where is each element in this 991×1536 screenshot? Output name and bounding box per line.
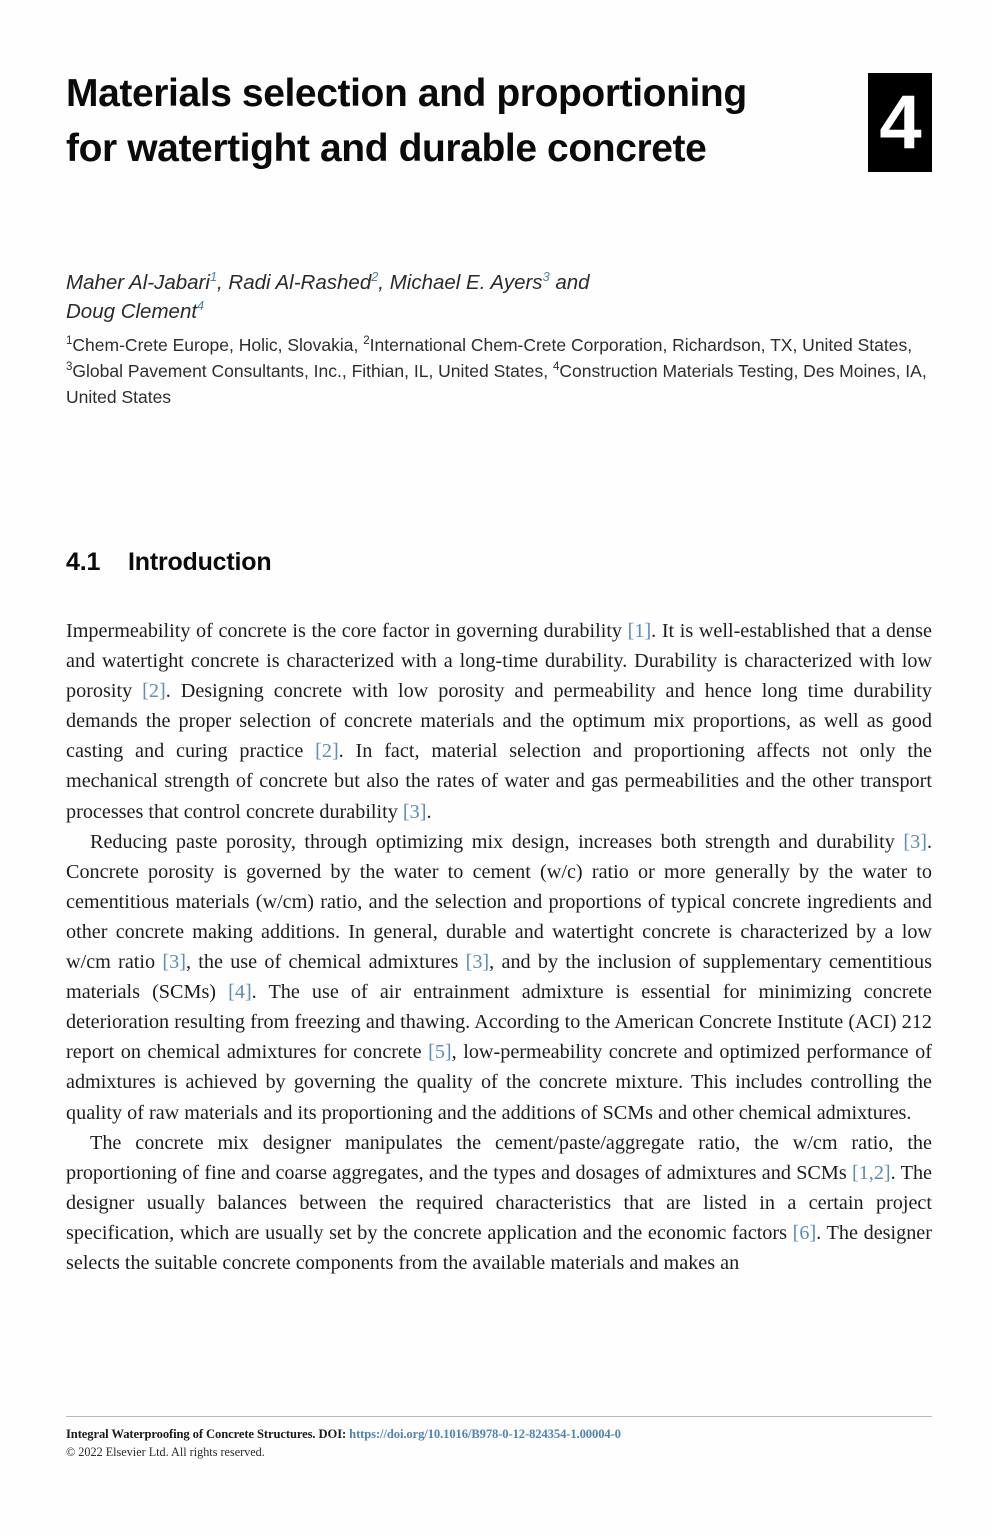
footer-citation (66, 1426, 932, 1443)
copyright-notice: © 2022 Elsevier Ltd. All rights reserved. (66, 1445, 265, 1459)
footer-doi-label: DOI: (318, 1427, 347, 1441)
author-names-line-2: Doug Clement$^4$ (66, 298, 205, 323)
footer-book-title: Integral Waterproofing of Concrete Structures. (66, 1427, 316, 1441)
page-footer (66, 1416, 932, 1461)
doi-link[interactable]: https://doi.org/10.1016/B978-0-12-824354-1.00004-0 (349, 1427, 621, 1441)
chapter-number-badge: 4 (868, 73, 932, 172)
section-title: Introduction (128, 548, 272, 576)
para-1: Impermeability of concrete is the core factor in governing durability [1]. It is well-established that a dense and watertight concrete is characterized with a long-time durability. Durability is characterized with low porosity [2]. Designing concrete with low porosity and permeability and hence long time durability demands the proper selection of concrete materials and the optimum mix proportions, as well as good casting and curing practice [2]. In fact, material selection and proportioning affects not only the mechanical strength of concrete but also the rates of water and gas permeabilities and the other transport processes that control concrete durability [3]. (66, 620, 933, 823)
para-2: Reducing paste porosity, through optimizing mix design, increases both strength and durability [3]. Concrete porosity is governed by the water to cement (w/c) ratio or more generally by the water to cementitious materials (w/cm) ratio, and the selection and proportions of typical concrete ingredients and other concrete making additions. In general, durable and watertight concrete is characterized by a low w/cm ratio [3], the use of chemical admixtures [3], and by the inclusion of supplementary cementitious materials (SCMs) [4]. The use of air entrainment admixture is essential for minimizing concrete deterioration resulting from freezing and thawing. According to the American Concrete Institute (ACI) 212 report on chemical admixtures for concrete [5], low-permeability concrete and optimized performance of admixtures is achieved by governing the quality of the concrete mixture. This includes controlling the quality of raw materials and its proportioning and the additions of SCMs and other chemical admixtures. (66, 830, 933, 1124)
author-affiliations: $^1$Chem-Crete Europe, Holic, Slovakia, $^2$International Chem-Crete Corporation, Richardson, TX, United States, $^3$Global Pavement Consultants, Inc., Fithian, IL, United States, $^4$Construction Materials Testing, Des Moines, IA, United States (66, 335, 927, 407)
para-3: The concrete mix designer manipulates the cement/paste/aggregate ratio, the w/cm ratio, the proportioning of fine and coarse aggregates, and the types and dosages of admixtures and SCMs [1,2]. The designer usually balances between the required characteristics that are listed in a certain project specification, which are usually set by the concrete application and the economic factors [6]. The designer selects the suitable concrete components from the available materials and makes an (66, 1131, 932, 1274)
body-content (66, 616, 932, 1278)
author-block (66, 268, 932, 410)
section-number: 4.1 (66, 548, 101, 576)
author-names-line-1: Maher Al-Jabari$^1$, Radi Al-Rashed$^2$, Michael E. Ayers$^3$ and (66, 269, 590, 294)
section-heading (66, 548, 271, 577)
chapter-header (66, 66, 932, 176)
page-title: Materials selection and proportioning for watertight and durable concrete (66, 72, 747, 170)
